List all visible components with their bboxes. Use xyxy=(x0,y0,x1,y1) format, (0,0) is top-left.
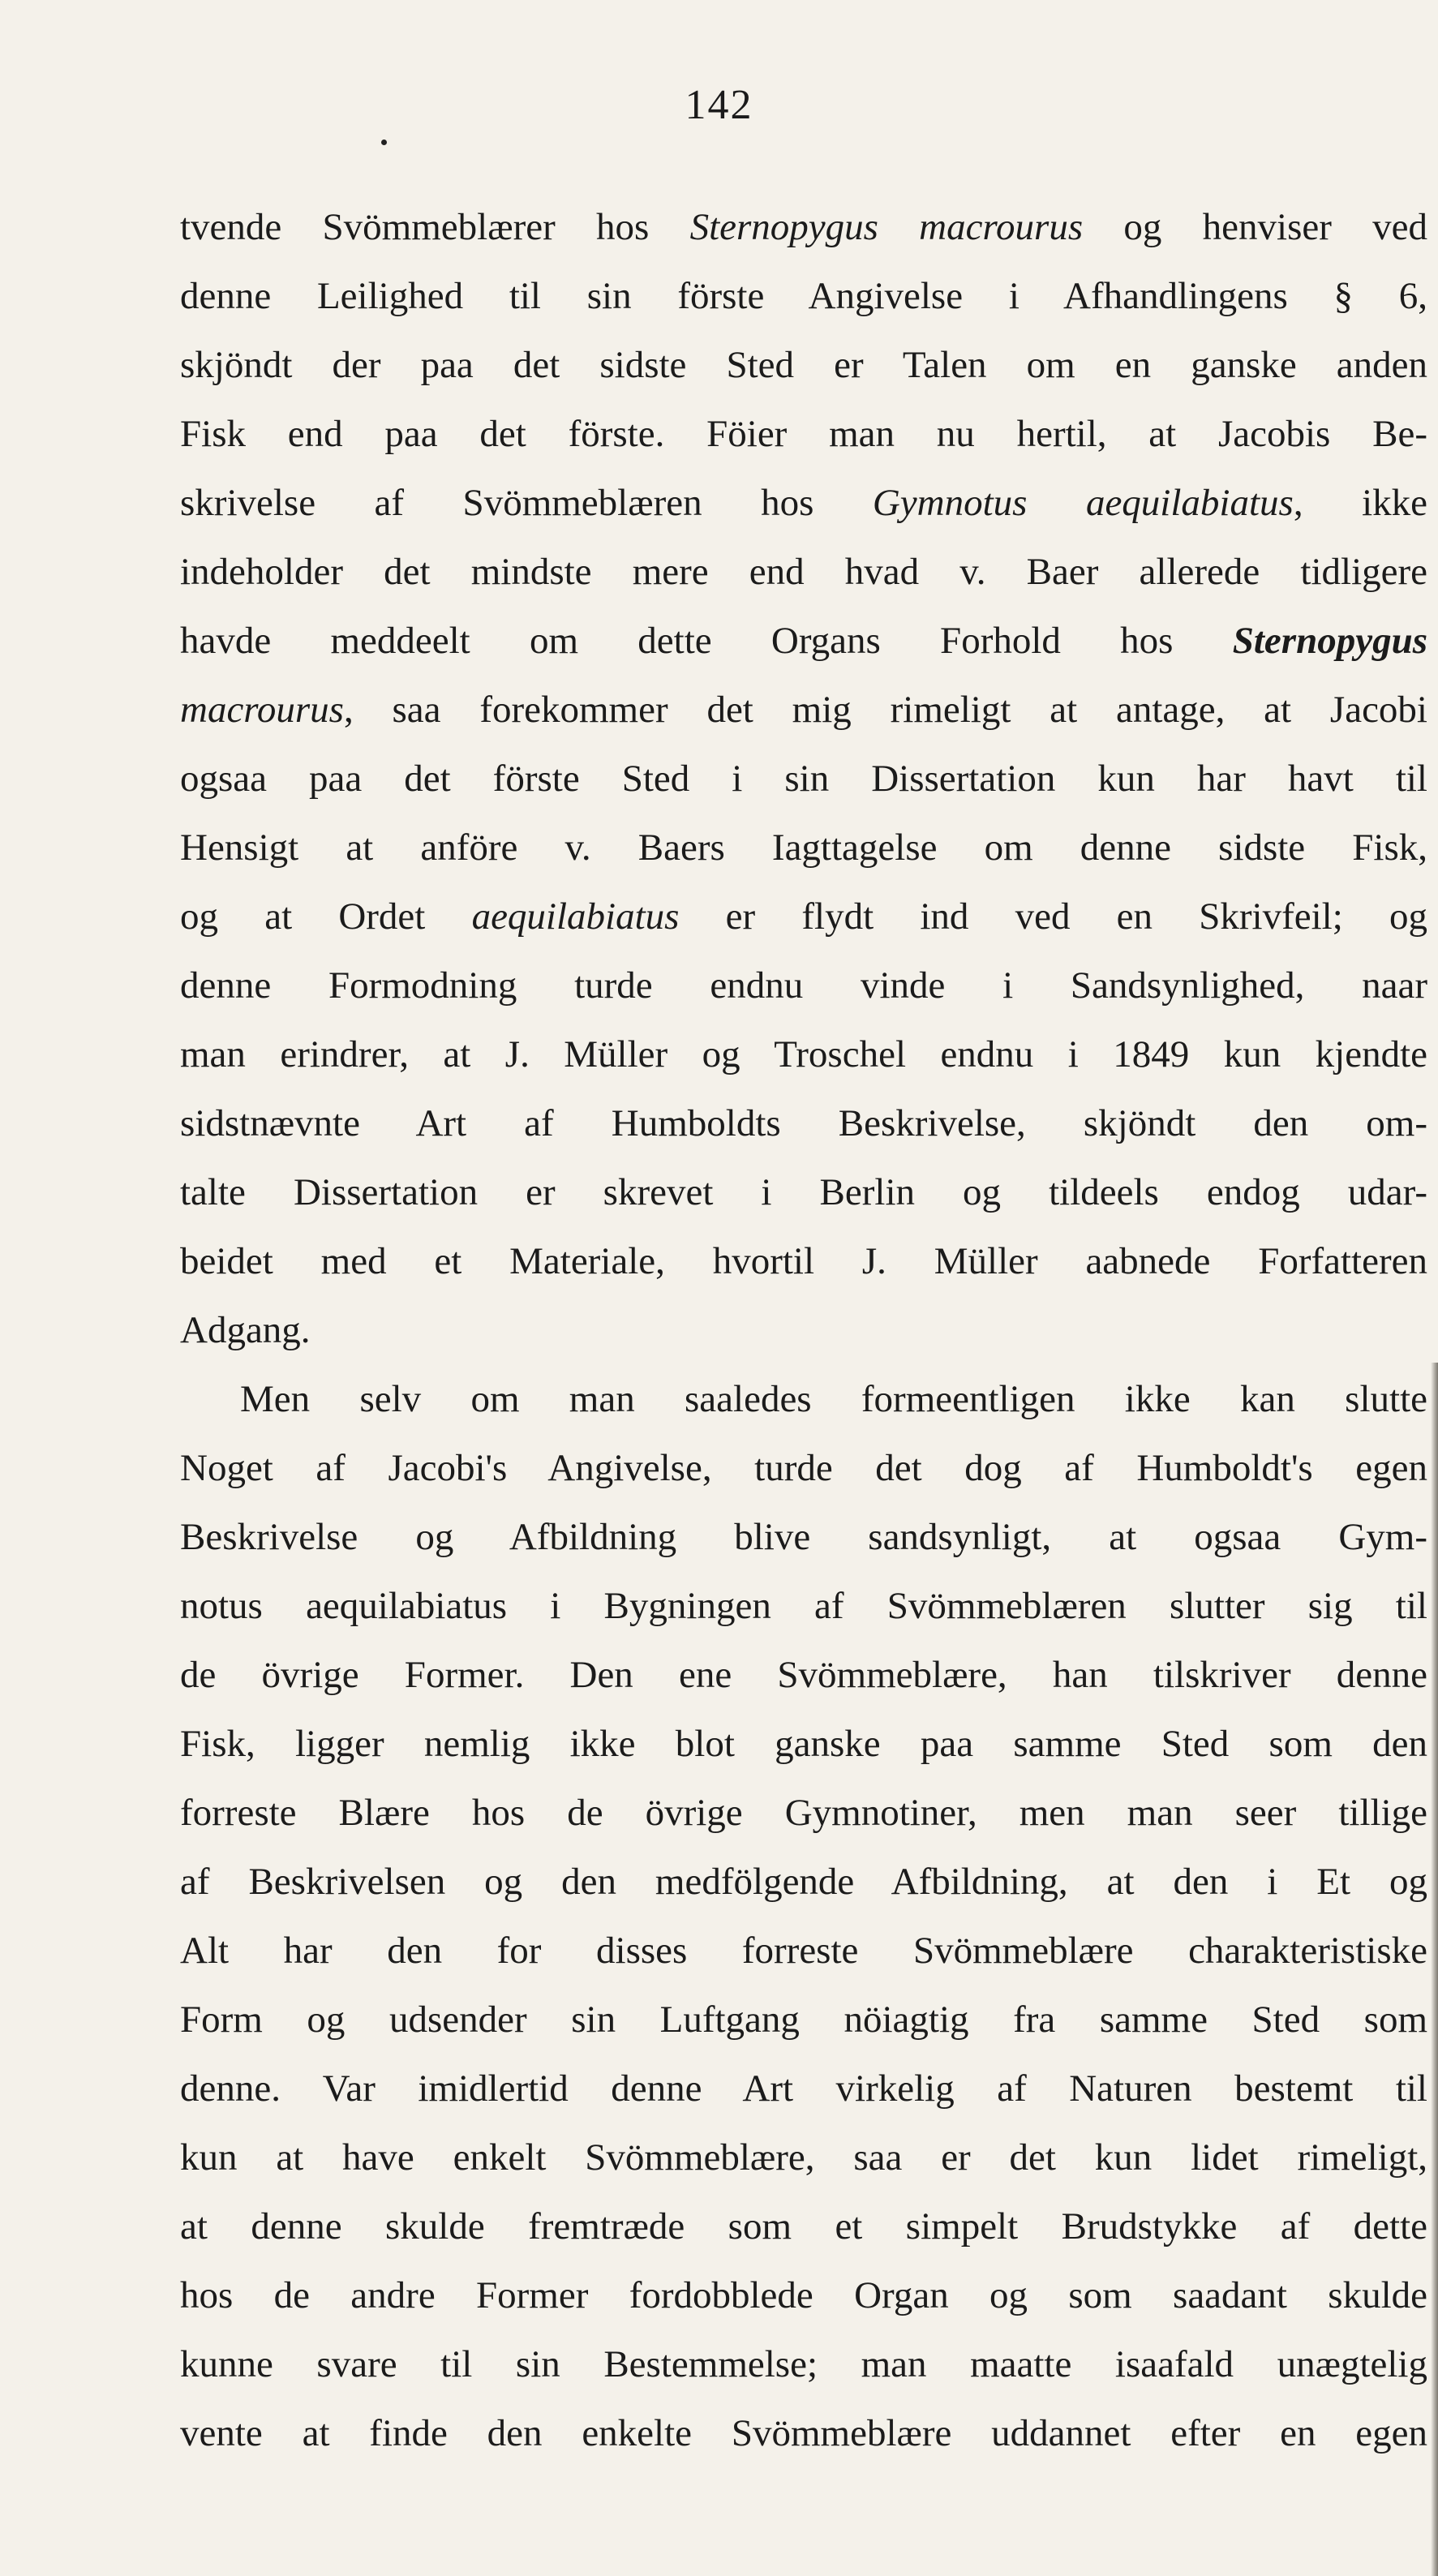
text-line xyxy=(180,1503,1427,1572)
text-segment: vente at finde den enkelte Svömmeblære uddannet efter en egen xyxy=(180,2412,1427,2454)
text-line xyxy=(180,1917,1427,1986)
page-number: 142 xyxy=(685,82,753,128)
text-line xyxy=(180,1434,1427,1503)
text-segment: notus aequilabiatus i Bygningen af Svömmeblæren slutter sig til xyxy=(180,1585,1427,1627)
text-line xyxy=(180,2261,1427,2330)
text-segment: tvende Svömmeblærer hos xyxy=(180,206,690,248)
text-segment: at denne skulde fremtræde som et simpelt Brudstykke af dette xyxy=(180,2205,1427,2248)
text-segment: Beskrivelse og Afbildning blive sandsynligt, at ogsaa Gym- xyxy=(180,1516,1427,1558)
text-line xyxy=(180,331,1427,400)
ink-speck xyxy=(381,140,387,145)
text-line xyxy=(180,262,1427,331)
text-segment: beidet med et Materiale, hvortil J. Müller aabnede Forfatteren xyxy=(180,1240,1427,1282)
text-segment: og henviser ved xyxy=(1083,206,1427,248)
text-line xyxy=(180,2330,1427,2399)
text-segment: indeholder det mindste mere end hvad v. Baer allerede tidligere xyxy=(180,551,1427,593)
text-line xyxy=(180,469,1427,538)
text-segment: Form og udsender sin Luftgang nöiagtig fra samme Sted som xyxy=(180,1999,1427,2041)
text-segment: hos de andre Former fordobblede Organ og som saadant skulde xyxy=(180,2274,1427,2316)
text-segment: denne Formodning turde endnu vinde i Sandsynlighed, naar xyxy=(180,964,1427,1007)
text-line xyxy=(180,538,1427,607)
text-segment: de övrige Former. Den ene Svömmeblære, han tilskriver denne xyxy=(180,1654,1427,1696)
text-segment: ogsaa paa det förste Sted i sin Dissertation kun har havt til xyxy=(180,758,1427,800)
text-line xyxy=(180,607,1427,676)
text-line xyxy=(180,1089,1427,1158)
text-line xyxy=(180,745,1427,814)
text-segment: Noget af Jacobi's Angivelse, turde det dog af Humboldt's egen xyxy=(180,1447,1427,1489)
text-segment: er flydt ind ved en Skrivfeil; og xyxy=(679,895,1427,938)
text-line xyxy=(180,814,1427,882)
emphasized-text: Sternopygus macrourus xyxy=(689,206,1084,248)
text-segment: Hensigt at anföre v. Baers Iagttagelse om denne sidste Fisk, xyxy=(180,826,1427,869)
body-text xyxy=(180,193,1427,2468)
text-line xyxy=(180,882,1427,951)
text-line xyxy=(180,951,1427,1020)
text-segment: denne Leilighed til sin förste Angivelse i Afhandlingens § 6, xyxy=(180,275,1427,317)
text-segment: skrivelse af Svömmeblæren hos xyxy=(180,482,873,524)
text-line xyxy=(180,1986,1427,2054)
text-line xyxy=(180,1296,1427,1365)
text-line xyxy=(180,1365,1427,1434)
text-segment: Fisk, ligger nemlig ikke blot ganske paa samme Sted som den xyxy=(180,1723,1427,1765)
text-line xyxy=(180,1572,1427,1641)
text-segment: af Beskrivelsen og den medfölgende Afbildning, at den i Et og xyxy=(180,1861,1427,1903)
text-line xyxy=(180,400,1427,469)
text-segment: havde meddeelt om dette Organs Forhold hos xyxy=(180,620,1233,662)
text-segment: Adgang. xyxy=(180,1309,311,1351)
emphasized-text: aequilabiatus xyxy=(471,895,680,938)
page-edge-shadow xyxy=(1431,1363,1438,2576)
text-segment: Alt har den for disses forreste Svömmeblære charakteristiske xyxy=(180,1930,1427,1972)
emphasized-text: Gymnotus aequilabiatus xyxy=(872,482,1294,524)
emphasized-text: Sternopygus xyxy=(1232,620,1427,662)
text-segment: og at Ordet xyxy=(180,895,472,938)
text-line xyxy=(180,2192,1427,2261)
emphasized-text: macrourus xyxy=(180,689,344,731)
text-segment: talte Dissertation er skrevet i Berlin og tildeels endog udar- xyxy=(180,1171,1427,1213)
text-line xyxy=(180,1641,1427,1710)
text-segment: kun at have enkelt Svömmeblære, saa er det kun lidet rimeligt, xyxy=(180,2136,1427,2179)
text-line xyxy=(180,2399,1427,2468)
text-line xyxy=(180,1779,1427,1848)
text-line xyxy=(180,1710,1427,1779)
text-segment: Men selv om man saaledes formeentligen ikke kan slutte xyxy=(240,1378,1427,1420)
text-segment: sidstnævnte Art af Humboldts Beskrivelse, skjöndt den om- xyxy=(180,1102,1427,1144)
text-line xyxy=(180,1158,1427,1227)
text-segment: , ikke xyxy=(1293,482,1427,524)
text-line xyxy=(180,1227,1427,1296)
text-segment: man erindrer, at J. Müller og Troschel endnu i 1849 kun kjendte xyxy=(180,1033,1427,1075)
text-segment: kunne svare til sin Bestemmelse; man maatte isaafald unægtelig xyxy=(180,2343,1427,2385)
text-segment: denne. Var imidlertid denne Art virkelig af Naturen bestemt til xyxy=(180,2067,1427,2110)
text-line xyxy=(180,676,1427,745)
text-line xyxy=(180,1848,1427,1917)
text-line xyxy=(180,1020,1427,1089)
text-line xyxy=(180,2123,1427,2192)
text-segment: skjöndt der paa det sidste Sted er Talen om en ganske anden xyxy=(180,344,1427,386)
text-line xyxy=(180,2054,1427,2123)
text-segment: forreste Blære hos de övrige Gymnotiner, men man seer tillige xyxy=(180,1792,1427,1834)
text-segment: , saa forekommer det mig rimeligt at antage, at Jacobi xyxy=(343,689,1427,731)
text-segment: Fisk end paa det förste. Föier man nu hertil, at Jacobis Be- xyxy=(180,413,1427,455)
text-line xyxy=(180,193,1427,262)
